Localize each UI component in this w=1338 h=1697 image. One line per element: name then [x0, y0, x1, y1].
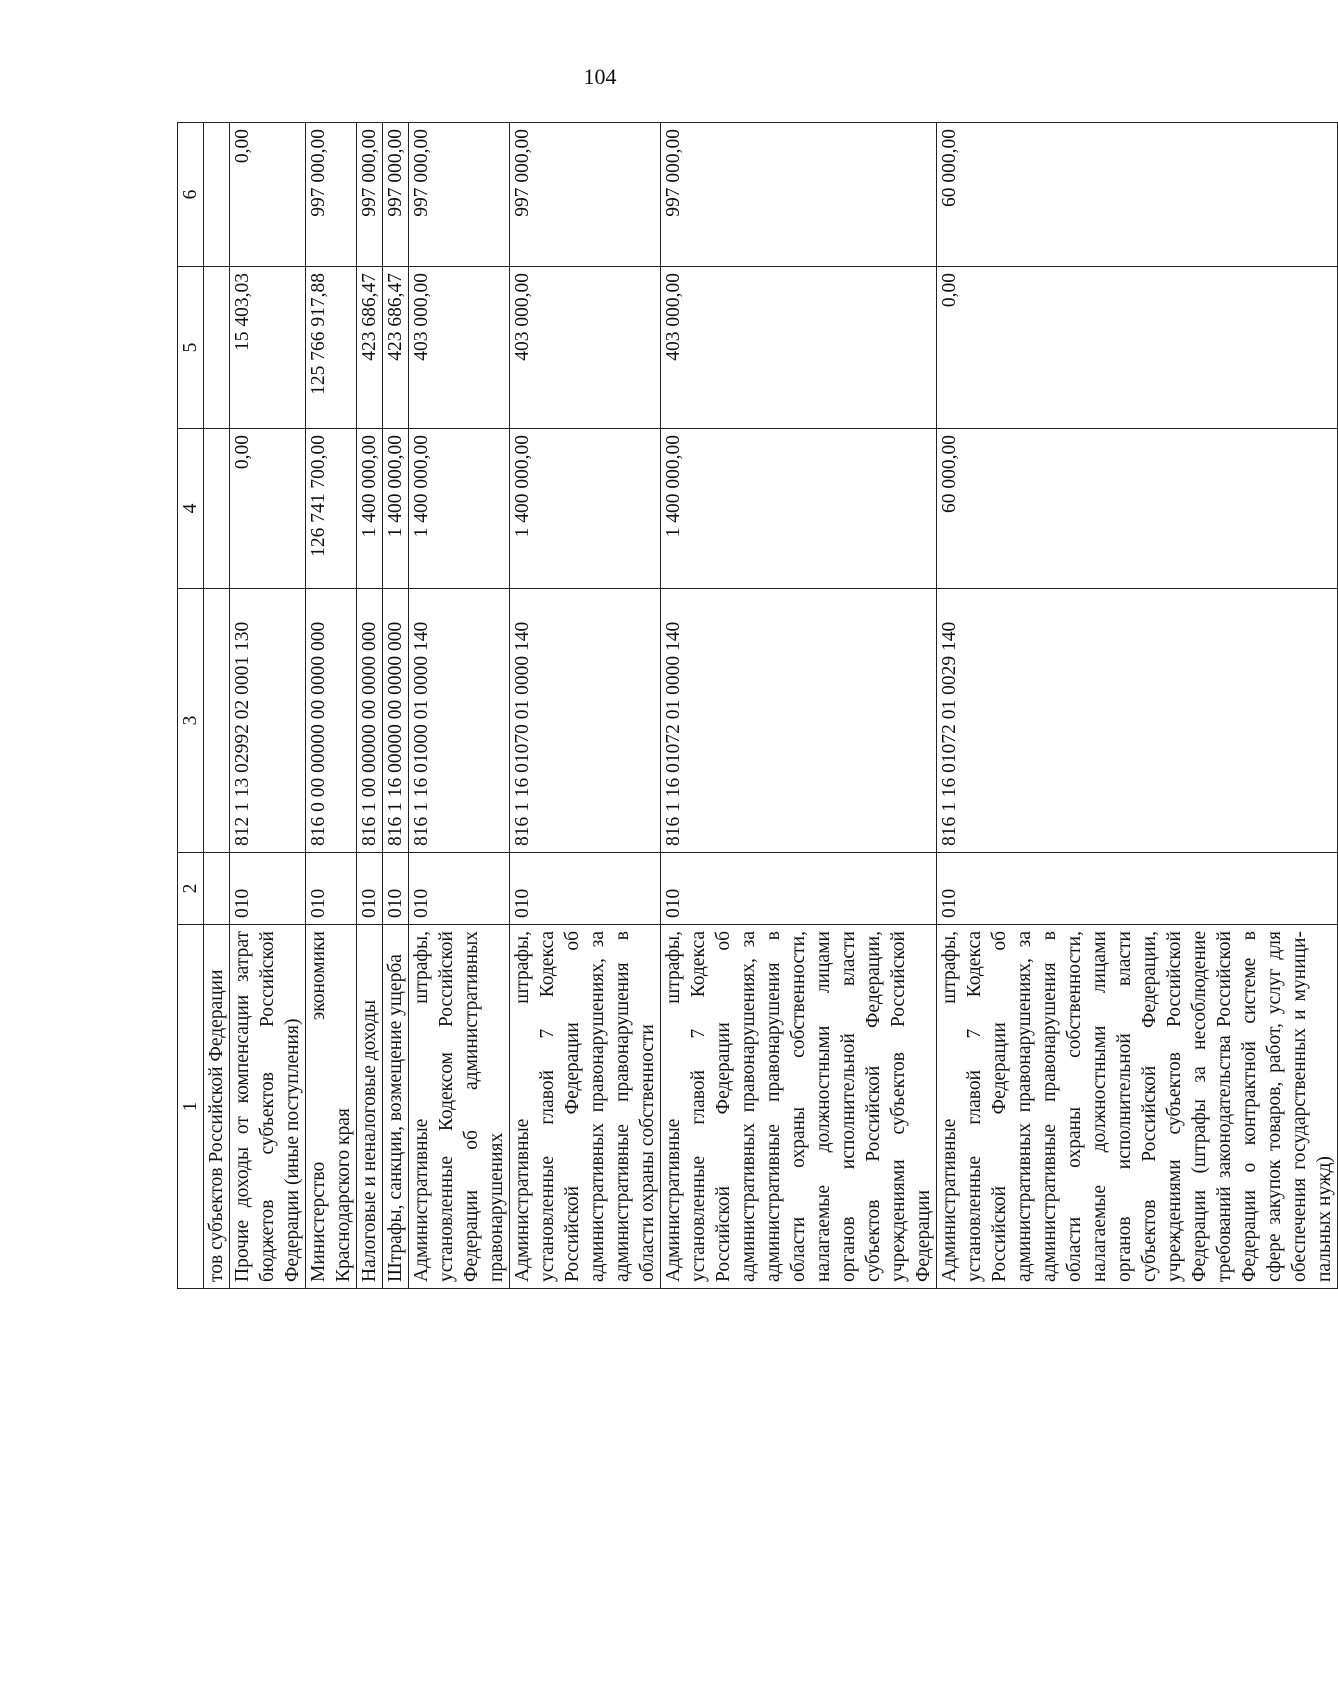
row-name: тов субъектов Российской Федерации: [204, 925, 230, 1289]
row-name: Административные штрафы, установленные Кодексом Российской Федерации об административных правонарушениях: [409, 925, 510, 1289]
row-col6: 997 000,00: [510, 123, 661, 267]
table-row: [661, 123, 937, 1289]
row-col6: [204, 123, 230, 267]
row-name: Министерство экономики Краснодарского края: [306, 925, 357, 1289]
row-kbk: 816 1 00 00000 00 0000 000: [357, 589, 383, 853]
row-col4: 1 400 000,00: [409, 429, 510, 589]
row-col5: 125 766 917,88: [306, 267, 357, 429]
revenue-table: [177, 122, 1338, 1289]
table-header-row: [178, 123, 204, 1289]
row-code: 010: [510, 853, 661, 925]
row-name: Штрафы, санкции, возмещение ущерба: [383, 925, 409, 1289]
row-kbk: 812 1 13 02992 02 0001 130: [230, 589, 306, 853]
row-col5: 423 686,47: [357, 267, 383, 429]
column-header: 2: [178, 853, 204, 925]
table-row: [357, 123, 383, 1289]
row-col6: 997 000,00: [409, 123, 510, 267]
row-kbk: [204, 589, 230, 853]
row-col4: 1 400 000,00: [510, 429, 661, 589]
rotated-table-area: [177, 123, 1335, 1289]
row-name: [937, 925, 1338, 1289]
column-header: 6: [178, 123, 204, 267]
table-row: [306, 123, 357, 1289]
row-col6: 997 000,00: [383, 123, 409, 267]
row-col4: 1 400 000,00: [383, 429, 409, 589]
page-number: 104: [583, 64, 617, 89]
row-col4: 1 400 000,00: [357, 429, 383, 589]
row-name: Прочие доходы от компенсации затрат бюджетов субъектов Российской Федерации (иные поступления): [230, 925, 306, 1289]
row-name: Налоговые и неналоговые доходы: [357, 925, 383, 1289]
row-col6: 997 000,00: [357, 123, 383, 267]
row-name: Административные штрафы, установленные главой 7 Кодекса Российской Федерации об административных правонарушениях, за административные правонарушения в области охраны собственности: [510, 925, 661, 1289]
row-col6: 997 000,00: [661, 123, 937, 267]
table-row: [230, 123, 306, 1289]
row-col5: 403 000,00: [510, 267, 661, 429]
row-col4: 0,00: [230, 429, 306, 589]
row-code: 010: [306, 853, 357, 925]
table-row: [409, 123, 510, 1289]
row-col5: 403 000,00: [409, 267, 510, 429]
table-row: [204, 123, 230, 1289]
row-col5: [204, 267, 230, 429]
row-col6: 60 000,00: [937, 123, 1338, 267]
row-col4: [204, 429, 230, 589]
row-col5: 15 403,03: [230, 267, 306, 429]
row-code: 010: [661, 853, 937, 925]
row-col6: 0,00: [230, 123, 306, 267]
row-kbk: 816 1 16 01072 01 0029 140: [937, 589, 1338, 853]
table-row: [510, 123, 661, 1289]
column-header: 3: [178, 589, 204, 853]
column-header: 4: [178, 429, 204, 589]
row-code: 010: [409, 853, 510, 925]
table-row: [383, 123, 409, 1289]
row-code: 010: [937, 853, 1338, 925]
row-name: Административные штрафы, установленные главой 7 Кодекса Российской Федерации об административных правонарушениях, за административные правонарушения в области охраны собственности, налагаемые должностными лицами органов исполнительной власти субъектов Российской Федерации, учреждениями субъектов Российской Федерации: [661, 925, 937, 1289]
row-col4: 126 741 700,00: [306, 429, 357, 589]
row-code: [204, 853, 230, 925]
row-code: 010: [230, 853, 306, 925]
row-kbk: 816 1 16 01070 01 0000 140: [510, 589, 661, 853]
row-col5: 403 000,00: [661, 267, 937, 429]
row-col4: 60 000,00: [937, 429, 1338, 589]
row-kbk: 816 1 16 01000 01 0000 140: [409, 589, 510, 853]
row-name-text: Административные штрафы, установленные главой 7 Кодекса Российской Федерации об административных правонарушениях, за административные правонарушения в области охраны собственности, налагаемые должностными лицами органов исполнительной власти субъектов Российской Федерации, учреждениями субъектов Российской Федерации (штрафы за несоблюдение требований законодательства Российской Федерации о контрактной системе в сфере закупок товаров, работ, услуг для обеспечения государственных и муниципальных нужд): [939, 931, 1335, 1282]
row-col4: 1 400 000,00: [661, 429, 937, 589]
table-row: [937, 123, 1338, 1289]
row-code: 010: [357, 853, 383, 925]
row-col5: 0,00: [937, 267, 1338, 429]
row-code: 010: [383, 853, 409, 925]
row-col6: 997 000,00: [306, 123, 357, 267]
column-header: 5: [178, 267, 204, 429]
row-kbk: 816 1 16 00000 00 0000 000: [383, 589, 409, 853]
row-kbk: 816 0 00 00000 00 0000 000: [306, 589, 357, 853]
column-header: 1: [178, 925, 204, 1289]
row-kbk: 816 1 16 01072 01 0000 140: [661, 589, 937, 853]
row-col5: 423 686,47: [383, 267, 409, 429]
